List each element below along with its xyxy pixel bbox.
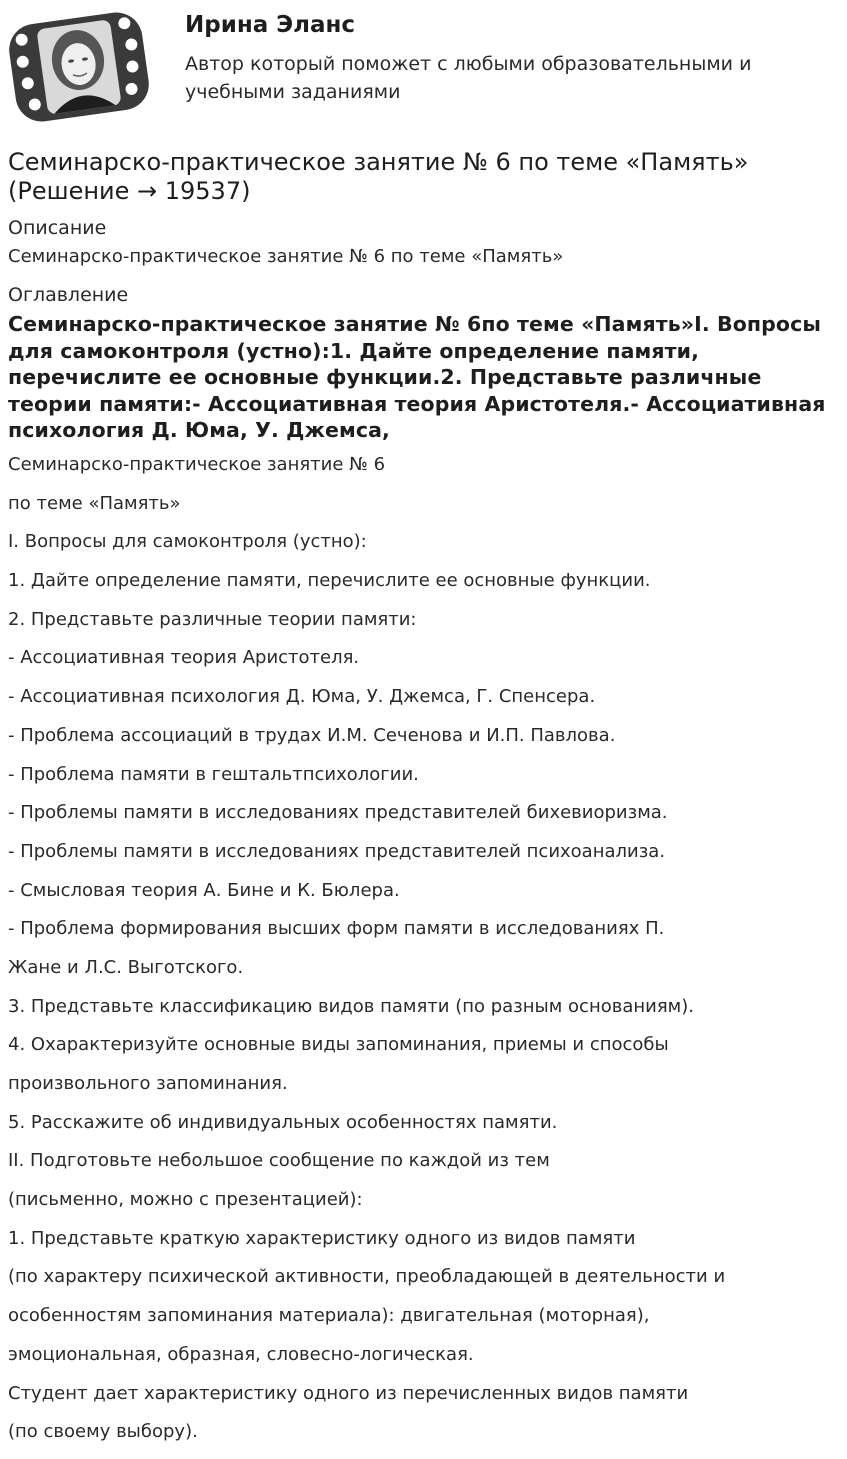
description-label: Описание	[8, 217, 107, 239]
body-line: - Проблема ассоциаций в трудах И.М. Сеченова и И.П. Павлова.	[8, 724, 616, 746]
body-line: II. Подготовьте небольшое сообщение по каждой из тем	[8, 1150, 550, 1172]
body-line: (по своему выбору).	[8, 1421, 198, 1443]
body-line: 3. Представьте классификацию видов памяти (по разным основаниям).	[8, 995, 694, 1017]
author-photo-icon	[8, 8, 150, 126]
body-line: - Проблема формирования высших форм памяти в исследованиях П.	[8, 918, 665, 940]
toc-text: Семинарско-практическое занятие № 6по теме «Память»I. Вопросы для самоконтроля (устно):1. Дайте определение памяти, перечислите ее основные функции.2. Представьте различные теории памяти:- Ассоциативная теория Аристотеля.- Ассоциативная психология Д. Юма, У. Джемса,	[8, 312, 826, 442]
body-line: Студент дает характеристику одного из перечисленных видов памяти	[8, 1382, 689, 1404]
body-line: - Проблемы памяти в исследованиях представителей психоанализа.	[8, 840, 666, 862]
author-block	[0, 0, 847, 140]
body-line: - Ассоциативная теория Аристотеля.	[8, 647, 360, 669]
body-line: - Смысловая теория А. Бине и К. Бюлера.	[8, 879, 400, 901]
body-line: (по характеру психической активности, преобладающей в деятельности и	[8, 1266, 726, 1288]
author-name[interactable]: Ирина Эланс	[185, 12, 356, 38]
description-text: Семинарско-практическое занятие № 6 по теме «Память»	[8, 246, 564, 267]
body-line: Семинарско-практическое занятие № 6	[8, 454, 386, 475]
author-description: Автор который поможет с любыми образовательными и учебными заданиями	[185, 53, 752, 103]
body-line: I. Вопросы для самоконтроля (устно):	[8, 531, 367, 553]
body-line: произвольного запоминания.	[8, 1073, 288, 1094]
body-line: 2. Представьте различные теории памяти:	[8, 608, 417, 630]
body-line: по теме «Память»	[8, 492, 181, 514]
body-line: 1. Представьте краткую характеристику одного из видов памяти	[8, 1227, 636, 1249]
body-line: - Проблема памяти в гештальтпсихологии.	[8, 763, 419, 785]
body-line: - Проблемы памяти в исследованиях представителей бихевиоризма.	[8, 802, 668, 824]
page-title: Семинарско-практическое занятие № 6 по теме «Память» (Решение → 19537)	[8, 148, 749, 205]
body-line: Жане и Л.С. Выготского.	[8, 956, 244, 978]
author-avatar[interactable]	[8, 8, 150, 126]
body-line: 1. Дайте определение памяти, перечислите ее основные функции.	[8, 570, 651, 592]
body-line: особенностям запоминания материала): двигательная (моторная),	[8, 1305, 650, 1327]
body-line: 5. Расскажите об индивидуальных особенностях памяти.	[8, 1111, 558, 1133]
document-body	[8, 452, 843, 1458]
body-line: - Ассоциативная психология Д. Юма, У. Джемса, Г. Спенсера.	[8, 686, 596, 708]
body-line: 4. Охарактеризуйте основные виды запоминания, приемы и способы	[8, 1034, 669, 1056]
toc-label: Оглавление	[8, 284, 129, 306]
body-line: эмоциональная, образная, словесно-логическая.	[8, 1343, 474, 1365]
body-line: (письменно, можно с презентацией):	[8, 1189, 363, 1211]
